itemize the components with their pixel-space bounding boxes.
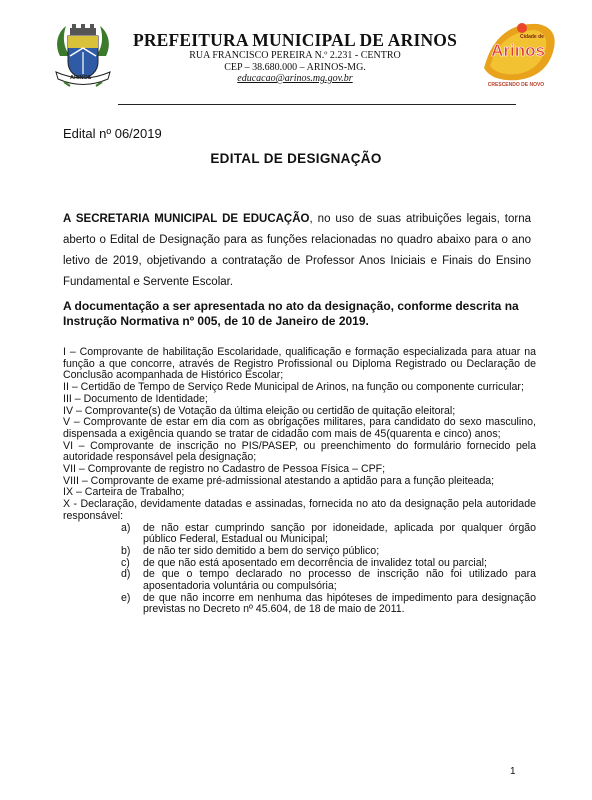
list-item: VIII – Comprovante de exame pré-admissional atestando a aptidão para a função pleiteada; xyxy=(63,474,495,487)
city-slogan-logo-icon xyxy=(478,18,560,90)
documentation-heading: A documentação a ser apresentada no ato da designação, conforme descrita na Instrução Normativa nº 005, de 10 de Janeiro de 2019. xyxy=(63,299,519,328)
page-number: 1 xyxy=(510,766,516,777)
intro-text: , no uso de suas atribuições legais, torna aberto o Edital de Designação para as funções relacionadas no quadro abaixo para o ano letivo de 2019, objetivando a contratação de Professor Anos Iniciais e Finais do Ensino Fundamental e Servente Escolar. xyxy=(63,213,531,288)
sub-item-text: de que não incorre em nenhuma das hipóteses de impedimento para designação previstas no Decreto nº 45.604, de 18 de maio de 2011. xyxy=(143,591,536,616)
list-item: VII – Comprovante de registro no Cadastro de Pessoa Física – CPF; xyxy=(63,463,386,476)
document-title: EDITAL DE DESIGNAÇÃO xyxy=(210,151,382,166)
letterhead-title: PREFEITURA MUNICIPAL DE ARINOS xyxy=(132,30,458,50)
sub-item-text: de que o tempo declarado no processo de inscrição não foi utilizado para aposentadoria voluntária ou compulsória; xyxy=(143,568,536,593)
svg-text:CRESCENDO DE NOVO: CRESCENDO DE NOVO xyxy=(487,82,545,88)
list-item: II – Certidão de Tempo de Serviço Rede Municipal de Arinos, na função ou componente curricular; xyxy=(63,381,524,394)
letterhead-email[interactable]: educacao@arinos.mg.gov.br xyxy=(237,73,353,84)
letterhead xyxy=(118,30,472,85)
intro-paragraph xyxy=(63,209,531,293)
sub-list-item xyxy=(63,569,536,592)
sub-item-text: de não ter sido demitido a bem do serviço público; xyxy=(143,544,380,557)
edital-number: Edital nº 06/2019 xyxy=(63,126,162,141)
sub-item-text: de que não está aposentado em decorrência de invalidez total ou parcial; xyxy=(143,556,487,569)
sub-item-letter: b) xyxy=(121,544,131,557)
crest-ribbon-text: ARINOS xyxy=(70,75,92,81)
letterhead-address: RUA FRANCISCO PEREIRA N.º 2.231 - CENTRO xyxy=(189,50,401,61)
sub-item-letter: d) xyxy=(121,568,131,581)
svg-text:Cidade de: Cidade de xyxy=(520,34,544,40)
letterhead-cep: CEP – 38.680.000 – ARINOS-MG. xyxy=(224,61,366,73)
sub-list-item xyxy=(63,546,536,558)
sub-list-item xyxy=(63,593,536,616)
list-item: VI – Comprovante de inscrição no PIS/PASEP, ou preenchimento do formulário fornecido pela autoridade responsável pela designação; xyxy=(63,439,536,464)
sub-item-letter: a) xyxy=(121,521,131,534)
sub-list-item xyxy=(63,523,536,546)
sub-item-text: de não estar cumprindo sanção por idoneidade, aplicada por qualquer órgão público Federal, Estadual ou Municipal; xyxy=(143,521,536,546)
list-item: III – Documento de Identidade; xyxy=(63,392,208,405)
list-item: IX – Carteira de Trabalho; xyxy=(63,486,185,499)
list-item: IV – Comprovante(s) de Votação da última eleição ou certidão de quitação eleitoral; xyxy=(63,404,456,417)
requirements-list xyxy=(63,347,536,616)
sub-item-letter: c) xyxy=(121,556,130,569)
list-item: V – Comprovante de estar em dia com as obrigações militares, para candidato do sexo masculino, dispensada a exigência quando se tratar de cidadão com mais de 45(quarenta e cinco) anos; xyxy=(63,416,536,440)
sub-item-letter: e) xyxy=(121,591,131,604)
list-item: X - Declaração, devidamente datadas e assinadas, fornecida no ato da designação pela autoridade responsável: xyxy=(63,498,536,522)
svg-text:Arinos: Arinos xyxy=(491,41,545,60)
header-divider xyxy=(118,104,516,105)
intro-subject: A SECRETARIA MUNICIPAL DE EDUCAÇÃO xyxy=(63,213,310,225)
list-item: I – Comprovante de habilitação Escolaridade, qualificação e formação especializada para atuar na função a que concorre, através de Registro Profissional ou Diploma Registrado ou Declaração de Conclusão acompanhada de Histórico Escolar; xyxy=(63,346,536,382)
